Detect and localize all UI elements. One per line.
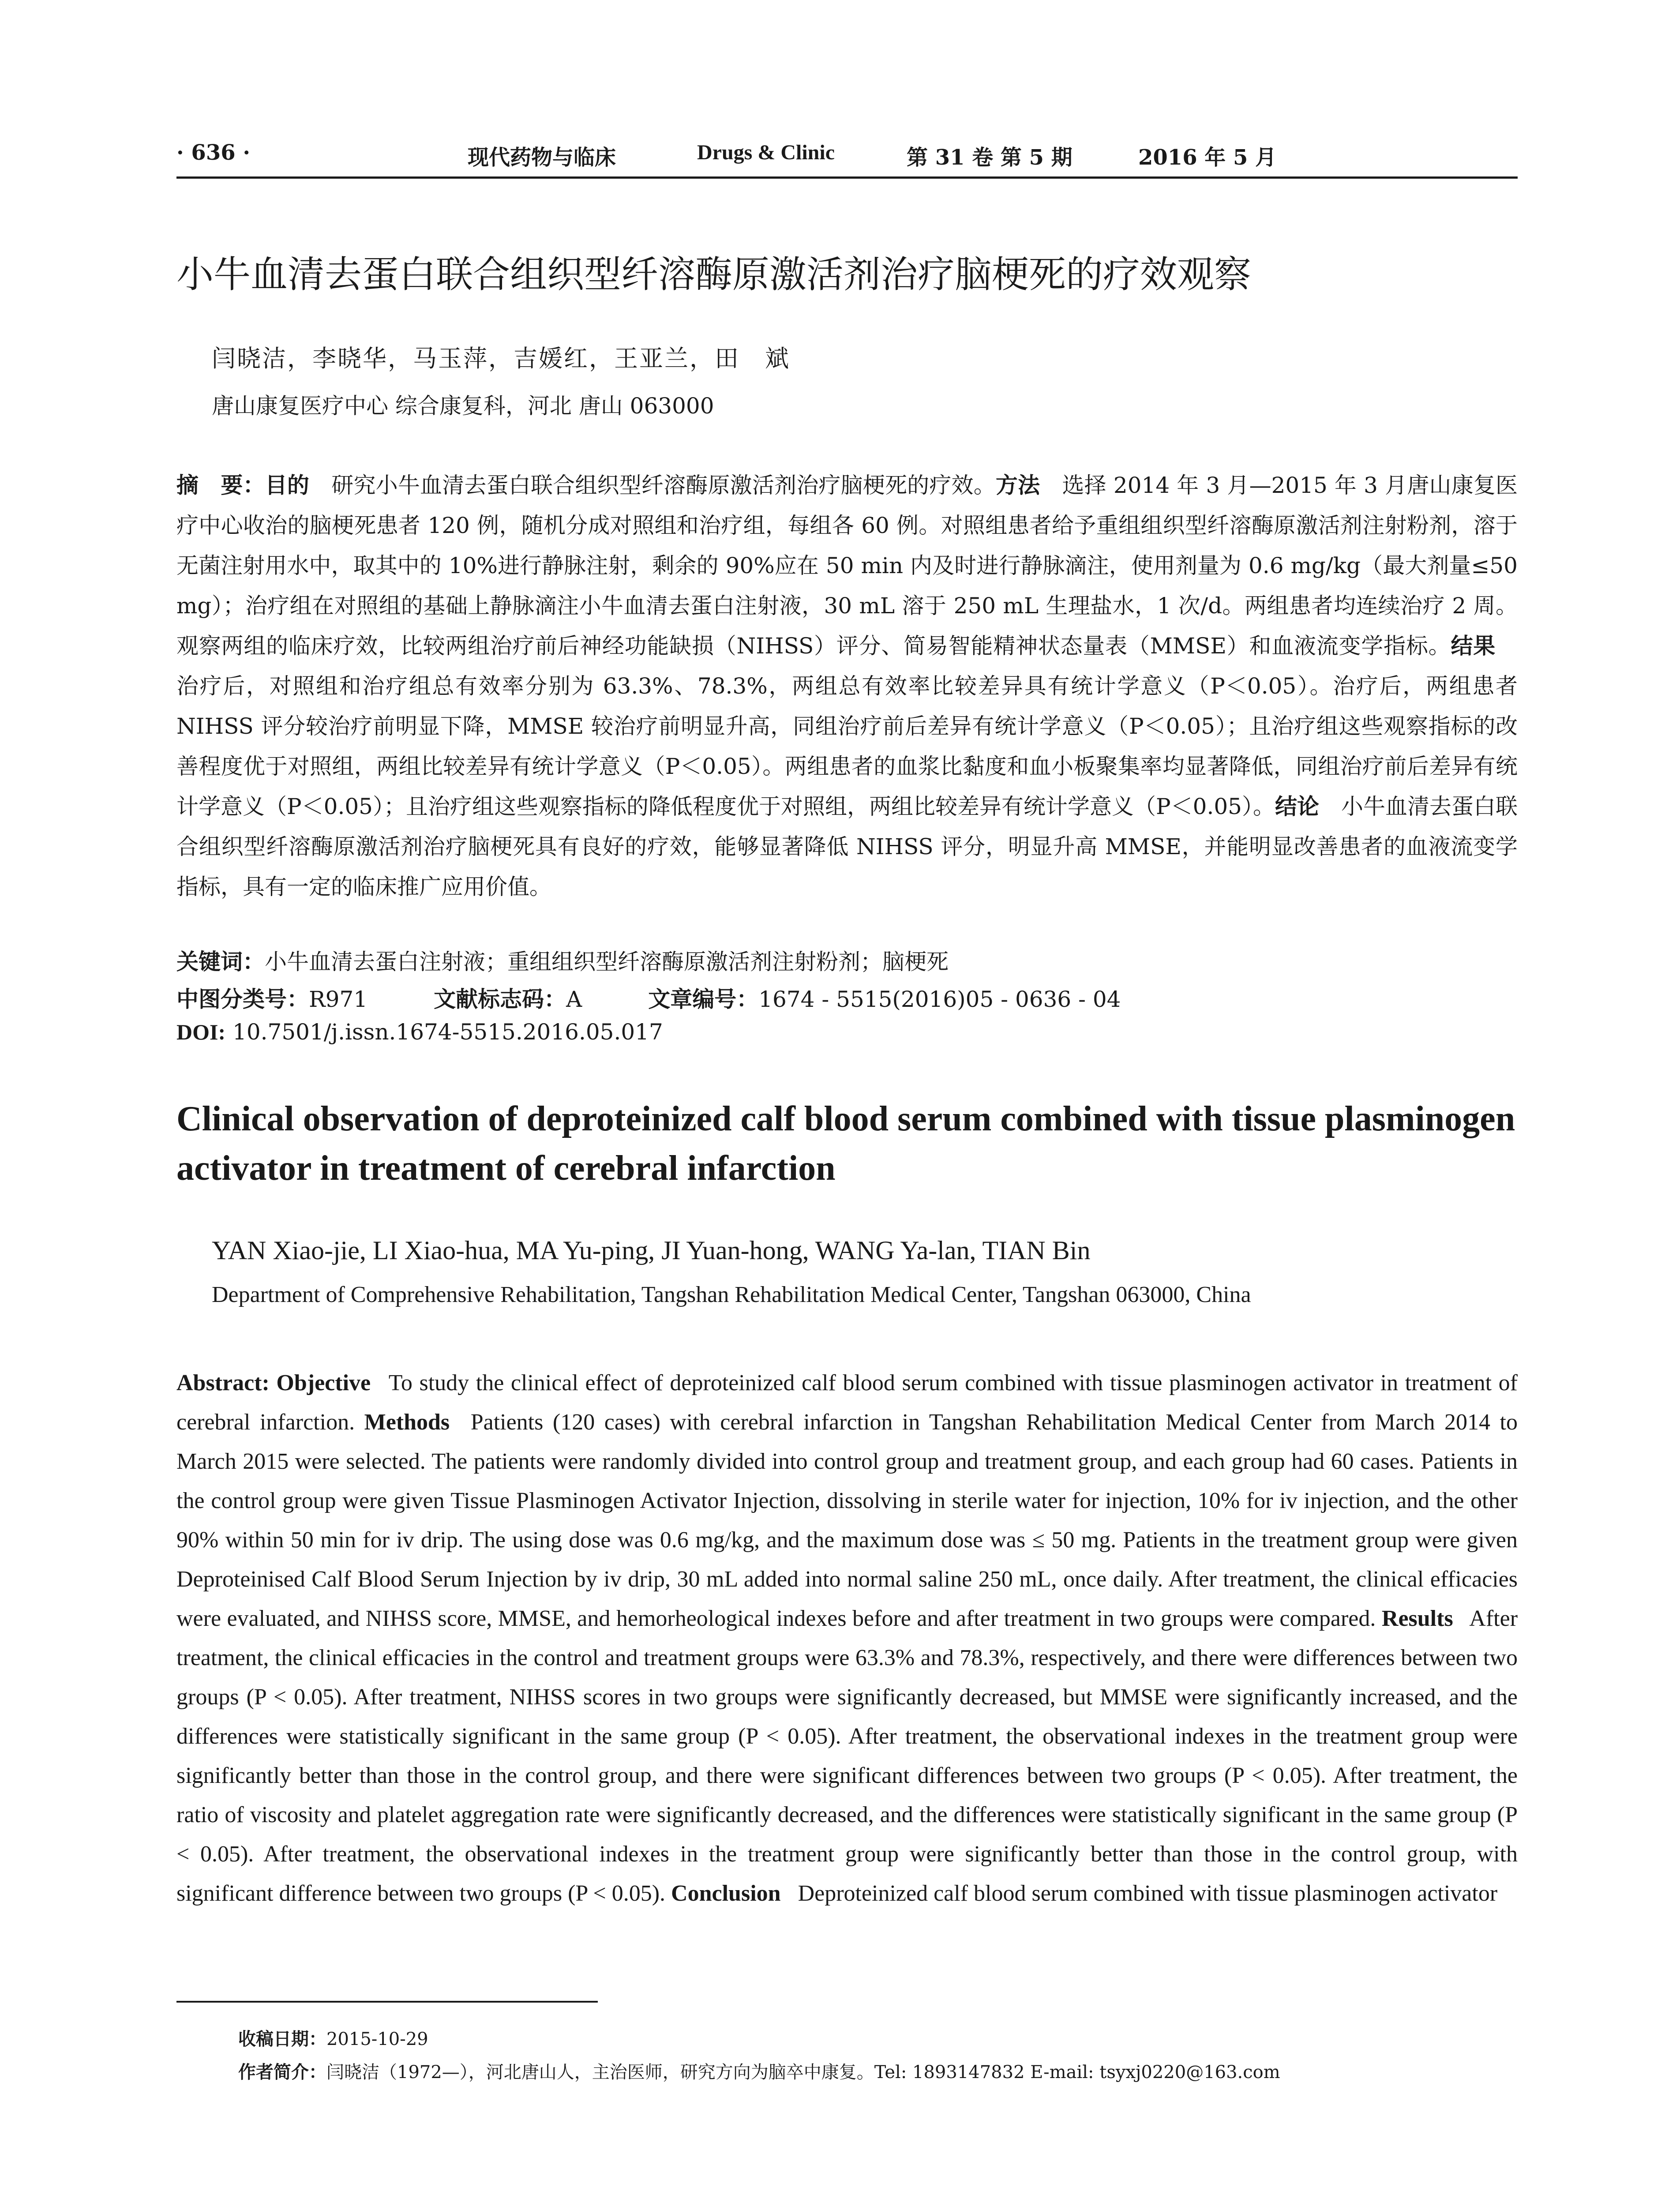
conclusion-text-cn: 小牛血清去蛋白联合组织型纤溶酶原激活剂治疗脑梗死具有良好的疗效，能够显著降低 NIHSS 评分，明显升高 MMSE，并能明显改善患者的血液流变学指标，具有一定的临床推广应用价值。 bbox=[176, 794, 1518, 900]
abstract-label-cn: 摘 要： bbox=[176, 473, 265, 498]
keywords-line bbox=[176, 944, 949, 976]
affiliation-en: Department of Comprehensive Rehabilitation, Tangshan Rehabilitation Medical Center, Tangshan 063000, China bbox=[212, 1282, 1251, 1307]
methods-text-cn: 选择 2014 年 3 月—2015 年 3 月唐山康复医疗中心收治的脑梗死患者 120 例，随机分成对照组和治疗组，每组各 60 例。对照组患者给予重组组织型纤溶酶原激活剂注射粉剂，溶于无菌注射用水中，取其中的 10%进行静脉注射，剩余的 90%应在 50 min 内及时进行静脉滴注，使用剂量为 0.6 mg/kg（最大剂量≤50 mg）；治疗组在对照组的基础上静脉滴注小牛血清去蛋白注射液，30 mL 溶于 250 mL 生理盐水，1 次/d。两组患者均连续治疗 2 周。观察两组的临床疗效，比较两组治疗前后神经功能缺损（NIHSS）评分、简易智能精神状态量表（MMSE）和血液流变学指标。 bbox=[176, 473, 1518, 659]
running-header bbox=[176, 140, 1518, 176]
abstract-en bbox=[176, 1363, 1518, 1913]
keywords-label: 关键词： bbox=[176, 949, 265, 975]
doi-value: 10.7501/j.issn.1674-5515.2016.05.017 bbox=[232, 1019, 663, 1045]
results-label-en: Results bbox=[1381, 1606, 1453, 1631]
clc-label: 中图分类号： bbox=[176, 987, 309, 1012]
results-text-cn: 治疗后，对照组和治疗组总有效率分别为 63.3%、78.3%，两组总有效率比较差异具有统计学意义（P＜0.05）。治疗后，两组患者 NIHSS 评分较治疗前明显下降，MMSE 较治疗前明显升高，同组治疗前后差异有统计学意义（P＜0.05）；且治疗组这些观察指标的改善程度优于对照组，两组比较差异有统计学意义（P＜0.05）。两组患者的血浆比黏度和血小板聚集率均显著降低，同组治疗前后差异有统计学意义（P＜0.05）；且治疗组这些观察指标的降低程度优于对照组，两组比较差异有统计学意义（P＜0.05）。 bbox=[176, 673, 1518, 819]
footnote-rule bbox=[176, 2001, 598, 2003]
journal-name-cn: 现代药物与临床 bbox=[468, 145, 616, 170]
doc-code-value: A bbox=[566, 987, 582, 1012]
doi-label: DOI: bbox=[176, 1020, 226, 1044]
methods-text-en: Patients (120 cases) with cerebral infarction in Tangshan Rehabilitation Medical Center from March 2014 to March 2015 were selected. The patients were randomly divided into control group and treatment group, and each group had 60 cases. Patients in the control group were given Tissue Plasminogen Activator Injection, dissolving in sterile water for injection, 10% for iv injection, and the other 90% within 50 min for iv drip. The using dose was 0.6 mg/kg, and the maximum dose was ≤ 50 mg. Patients in the treatment group were given Deproteinised Calf Blood Serum Injection by iv drip, 30 mL added into normal saline 250 mL, once daily. After treatment, the clinical efficacies were evaluated, and NIHSS score, MMSE, and hemorheological indexes before and after treatment in two groups were compared. bbox=[176, 1410, 1518, 1631]
methods-label-cn: 方法 bbox=[995, 473, 1040, 498]
doi-line bbox=[176, 1019, 663, 1045]
results-text-en: After treatment, the clinical efficacies in the control and treatment groups were 63.3% and 78.3%, respectively, and there were differences between two groups (P < 0.05). After treatment, NIHSS scores in two groups were significantly decreased, but MMSE were significantly increased, and the differences were statistically significant in the same group (P < 0.05). After treatment, the observational indexes in the treatment group were significantly better than those in the control group, and there were significant differences between two groups (P < 0.05). After treatment, the ratio of viscosity and platelet aggregation rate were significantly decreased, and the differences were statistically significant in the same group (P < 0.05). After treatment, the observational indexes in the treatment group were significantly better than those in the control group, with significant difference between two groups (P < 0.05). bbox=[176, 1606, 1518, 1906]
results-label-cn: 结果 bbox=[1451, 633, 1496, 659]
article-title-en: Clinical observation of deproteinized calf blood serum combined with tissue plasminogen activator in treatment of cerebral infarction bbox=[176, 1099, 1515, 1188]
authors-en: YAN Xiao-jie, LI Xiao-hua, MA Yu-ping, JI Yuan-hong, WANG Ya-lan, TIAN Bin bbox=[212, 1236, 1091, 1265]
received-value: 2015-10-29 bbox=[326, 2029, 428, 2049]
article-no-label: 文章编号： bbox=[648, 987, 759, 1012]
received-date-footnote bbox=[238, 2025, 428, 2050]
page-number: · 636 · bbox=[176, 140, 251, 165]
conclusion-label-cn: 结论 bbox=[1275, 794, 1319, 819]
abstract-objective-label-en: Abstract: Objective bbox=[176, 1370, 371, 1396]
methods-label-en: Methods bbox=[364, 1410, 450, 1435]
article-no-value: 1674 - 5515(2016)05 - 0636 - 04 bbox=[758, 987, 1121, 1012]
objective-text-cn: 研究小牛血清去蛋白联合组织型纤溶酶原激活剂治疗脑梗死的疗效。 bbox=[331, 473, 996, 498]
received-label: 收稿日期： bbox=[238, 2029, 326, 2049]
classification-line bbox=[176, 982, 1121, 1013]
bio-text: 闫晓洁（1972—），河北唐山人，主治医师，研究方向为脑卒中康复。Tel: 1893147832 E-mail: tsyxj0220@163.com bbox=[326, 2062, 1280, 2082]
conclusion-text-en: Deproteinized calf blood serum combined with tissue plasminogen activator bbox=[798, 1881, 1498, 1906]
affiliation-cn: 唐山康复医疗中心 综合康复科，河北 唐山 063000 bbox=[212, 393, 714, 419]
bio-label: 作者简介： bbox=[238, 2062, 326, 2082]
article-title-cn: 小牛血清去蛋白联合组织型纤溶酶原激活剂治疗脑梗死的疗效观察 bbox=[176, 253, 1252, 296]
objective-text-en: To study the clinical effect of deproteinized calf blood serum combined with tissue plasminogen activator in treatment of cerebral infarction. bbox=[176, 1370, 1518, 1435]
issue-date: 2016 年 5 月 bbox=[1138, 145, 1277, 170]
header-rule bbox=[176, 176, 1518, 179]
doc-code-label: 文献标志码： bbox=[434, 987, 566, 1012]
authors-cn: 闫晓洁，李晓华，马玉萍，吉媛红，王亚兰，田 斌 bbox=[212, 345, 790, 372]
keywords-text: 小牛血清去蛋白注射液；重组组织型纤溶酶原激活剂注射粉剂；脑梗死 bbox=[265, 949, 949, 975]
clc-value: R971 bbox=[309, 987, 368, 1012]
abstract-cn bbox=[176, 465, 1518, 907]
volume-issue: 第 31 卷 第 5 期 bbox=[907, 145, 1072, 170]
author-bio-footnote bbox=[238, 2058, 1280, 2083]
objective-label-cn: 目的 bbox=[265, 473, 310, 498]
journal-name-en: Drugs & Clinic bbox=[697, 141, 835, 164]
conclusion-label-en: Conclusion bbox=[671, 1881, 781, 1906]
